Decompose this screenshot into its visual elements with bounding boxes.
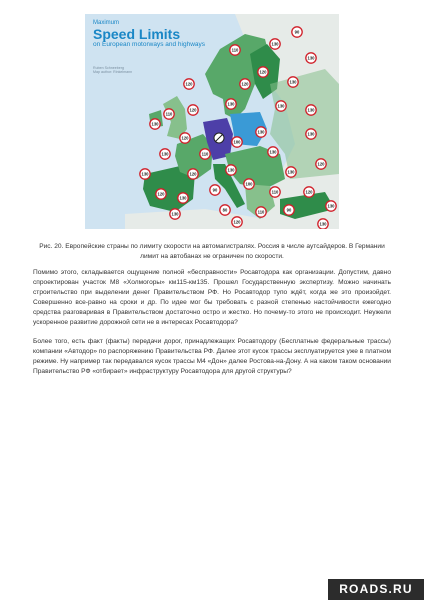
figure-caption: Рис. 20. Европейские страны по лимиту скорости на автомагистралях. Россия в числе аутсайдеров. В Германии лимит на автобанах не ограничен по скорости.	[39, 243, 385, 260]
speed-sign-label: 130	[319, 221, 327, 227]
speed-sign	[306, 105, 316, 115]
speed-sign-label: 130	[161, 151, 169, 157]
paragraph-1: Помимо этого, складывается ощущение полной «бесправности» Росавтодора как организации. Допустим, давно спроектирован участок М8 «Холмогоры» км115-км135. Прошел Государственную экспертизу. Можно начинать строительство при выделении денег Правительством РФ. Но Росавтодор тупо ждёт, когда же это произойдет. Совершенно все-равно на сроки и др. По идее мог бы требовать с разной степенью настойчивости ежегодно средства разговаривая в Правительством достаточно остро и жестко. Но почему-то этого не происходит. Неужели ускоренное развитие дорожной сети не в интересах Росавтодора?	[33, 269, 391, 326]
speed-sign	[210, 185, 220, 195]
speed-sign-label: 130	[307, 131, 315, 137]
speed-sign-label: 100	[233, 139, 241, 145]
speed-sign	[188, 105, 198, 115]
speed-sign	[288, 77, 298, 87]
speed-sign-label: 130	[151, 121, 159, 127]
speed-sign	[270, 39, 280, 49]
speed-sign	[178, 193, 188, 203]
speed-sign	[240, 79, 250, 89]
speed-sign-label: 120	[189, 107, 197, 113]
speed-sign-label: 130	[257, 129, 265, 135]
speed-sign	[200, 149, 210, 159]
speed-sign	[164, 109, 174, 119]
speed-sign	[286, 167, 296, 177]
speed-sign-label: 130	[307, 55, 315, 61]
speed-limit-map	[85, 14, 339, 229]
speed-sign	[184, 79, 194, 89]
speed-sign-label: 110	[165, 111, 173, 117]
paragraph-2: Более того, есть факт (факты) передачи дорог, принадлежащих Росавтодору (Бесплатные федеральные трассы) компании «Автодор» по распоряжению Правительства РФ. Далее этот кусок трассы эксплуатируется уже в платном режиме. Ну например так передавался кусок трассы М4 «Дон» далее Ростова-на-Дону. А на каком таком основании Правительство РФ «отбирает» инфраструктуру Росавтодора для другой структуры?	[33, 338, 391, 375]
speed-sign	[156, 189, 166, 199]
speed-sign-label: 120	[181, 135, 189, 141]
map-credit-line-1: Ruben Schneeberg	[93, 66, 124, 70]
speed-sign-label: 130	[271, 41, 279, 47]
speed-sign	[306, 53, 316, 63]
speed-sign-label: 90	[212, 187, 218, 193]
speed-sign-label: 110	[201, 151, 209, 157]
speed-sign-label: 120	[233, 219, 241, 225]
speed-sign	[180, 133, 190, 143]
speed-sign	[140, 169, 150, 179]
speed-sign	[170, 209, 180, 219]
speed-sign	[292, 27, 302, 37]
map-title-small: Maximum	[93, 20, 120, 26]
speed-sign-label: 130	[227, 101, 235, 107]
speed-sign-label: 110	[257, 209, 265, 215]
speed-sign	[270, 187, 280, 197]
map-title	[93, 20, 243, 49]
speed-sign-label: 130	[227, 167, 235, 173]
speed-sign	[304, 187, 314, 197]
speed-sign	[318, 219, 328, 229]
speed-sign-label: 130	[171, 211, 179, 217]
speed-sign-label: 80	[222, 207, 228, 213]
map-title-sub: on European motorways and highways	[93, 41, 206, 48]
speed-sign	[284, 205, 294, 215]
speed-sign	[220, 205, 230, 215]
speed-sign-label: 120	[185, 81, 193, 87]
speed-sign	[244, 179, 254, 189]
no-limit-sign	[214, 133, 224, 143]
map-title-large: Speed Limits	[93, 26, 181, 42]
speed-sign-label: 130	[307, 107, 315, 113]
speed-sign	[150, 119, 160, 129]
speed-sign	[160, 149, 170, 159]
speed-sign-label: 120	[157, 191, 165, 197]
speed-sign	[256, 127, 266, 137]
speed-sign	[226, 165, 236, 175]
map-credit-line-2: Map author: Rinkelmann	[93, 70, 133, 75]
speed-sign-label: 120	[305, 189, 313, 195]
speed-sign-label: 110	[271, 189, 279, 195]
speed-sign	[258, 67, 268, 77]
speed-sign-label: 120	[317, 161, 325, 167]
speed-sign	[232, 137, 242, 147]
speed-sign-label: 130	[287, 169, 295, 175]
speed-sign-label: 120	[189, 171, 197, 177]
speed-sign-label: 130	[269, 149, 277, 155]
speed-sign	[232, 217, 242, 227]
speed-sign-label: 130	[179, 195, 187, 201]
speed-sign	[226, 99, 236, 109]
speed-sign-label: 90	[294, 29, 300, 35]
speed-sign	[316, 159, 326, 169]
speed-sign-label: 100	[245, 181, 253, 187]
speed-sign-label: 130	[277, 103, 285, 109]
speed-sign-label: 90	[286, 207, 292, 213]
speed-sign	[326, 201, 336, 211]
roads-ru-logo: ROADS.RU	[328, 579, 424, 600]
speed-sign	[276, 101, 286, 111]
speed-sign	[268, 147, 278, 157]
speed-sign-label: 120	[241, 81, 249, 87]
speed-sign-label: 130	[289, 79, 297, 85]
speed-sign-label: 130	[141, 171, 149, 177]
speed-sign-label: 110	[231, 47, 239, 53]
speed-sign-label: 120	[259, 69, 267, 75]
speed-sign	[256, 207, 266, 217]
map-credit	[93, 66, 183, 74]
speed-sign-label: 130	[327, 203, 335, 209]
speed-sign	[306, 129, 316, 139]
speed-sign	[188, 169, 198, 179]
